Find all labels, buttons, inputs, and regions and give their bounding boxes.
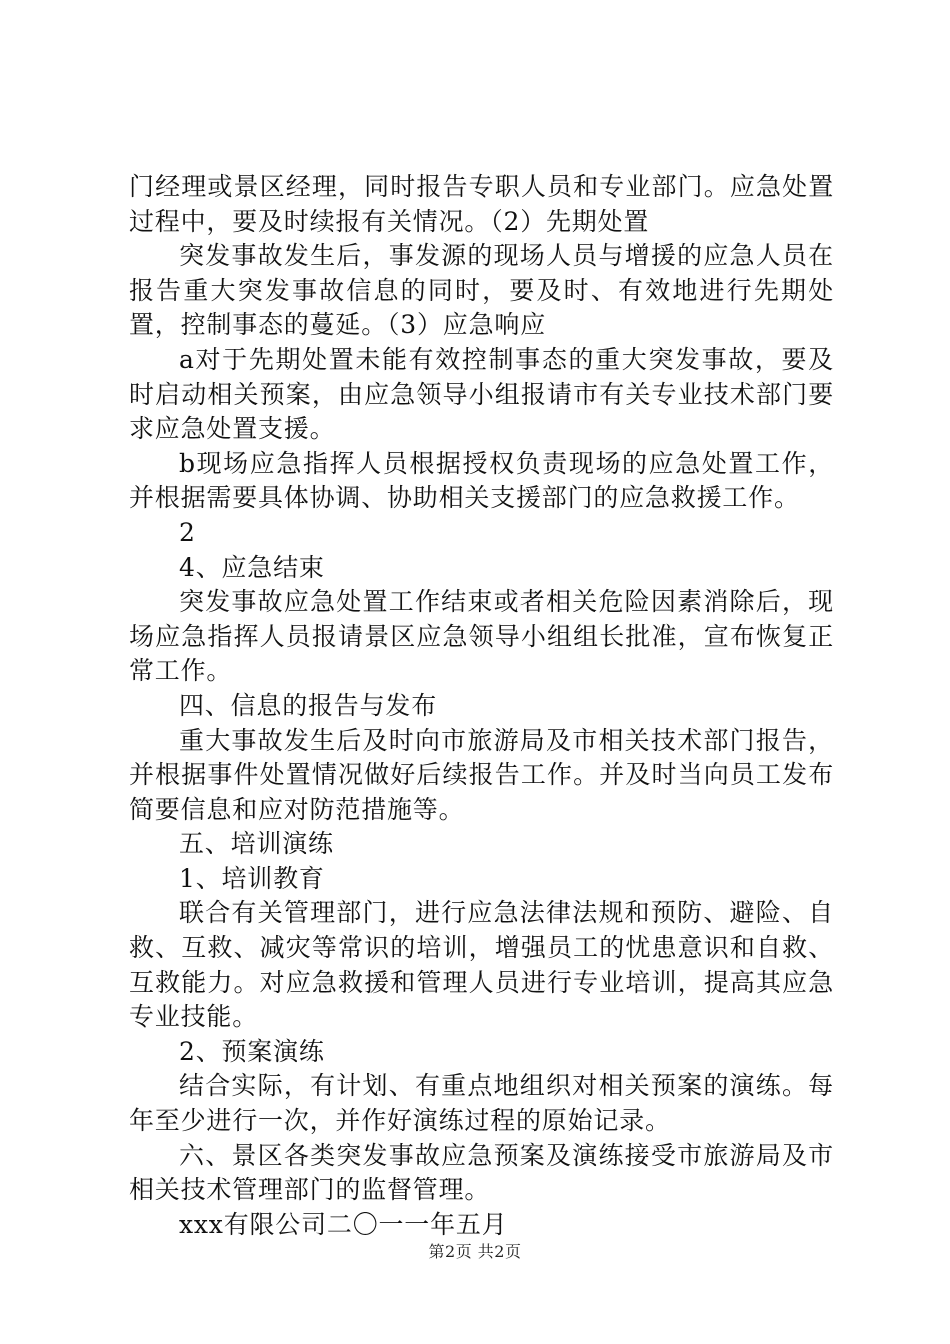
heading-training-drills: 五、培训演练 [179,829,334,859]
paragraph-supervision: 六、景区各类突发事故应急预案及演练接受市旅游局及市相关技术管理部门的监督管理。 [129,1140,834,1205]
paragraph-plan-drills: 结合实际，有计划、有重点地组织对相关预案的演练。每年至少进行一次，并作好演练过程的原始记录。 [129,1071,834,1136]
heading-information-reporting: 四、信息的报告与发布 [179,690,438,720]
paragraph-information-reporting: 重大事故发生后及时向市旅游局及市相关技术部门报告，并根据事件处置情况做好后续报告工作。并及时当向员工发布简要信息和应对防范措施等。 [129,725,834,824]
paragraph-initial-handling: 突发事故发生后，事发源的现场人员与增援的应急人员在报告重大突发事故信息的同时，要及时、有效地进行先期处置，控制事态的蔓延。（3）应急响应 [129,241,834,340]
paragraph-report-continuation: 门经理或景区经理，同时报告专职人员和专业部门。应急处置过程中，要及时续报有关情况。（2）先期处置 [129,172,834,236]
heading-training-education: 1、培训教育 [179,863,325,893]
document-body [129,170,834,1242]
page-footer: 第2页 共2页 [428,1242,522,1261]
paragraph-emergency-end: 突发事故应急处置工作结束或者相关危险因素消除后，现场应急指挥人员报请景区应急领导小组组长批准，宣布恢复正常工作。 [129,587,834,686]
paragraph-response-b: b现场应急指挥人员根据授权负责现场的应急处置工作，并根据需要具体协调、协助相关支援部门的应急救援工作。 [129,448,834,513]
paragraph-training-education: 联合有关管理部门，进行应急法律法规和预防、避险、自救、互救、减灾等常识的培训，增强员工的忧患意识和自救、互救能力。对应急救援和管理人员进行专业培训，提高其应急专业技能。 [129,898,834,1032]
paragraph-response-a: a对于先期处置未能有效控制事态的重大突发事故，要及时启动相关预案，由应急领导小组报请市有关专业技术部门要求应急处置支援。 [129,344,834,444]
heading-emergency-end: 4、应急结束 [179,552,325,582]
page-number-marker: 2 [179,517,196,547]
signature-line: xxx有限公司二〇一一年五月 [179,1209,508,1239]
heading-plan-drills: 2、预案演练 [179,1036,325,1066]
